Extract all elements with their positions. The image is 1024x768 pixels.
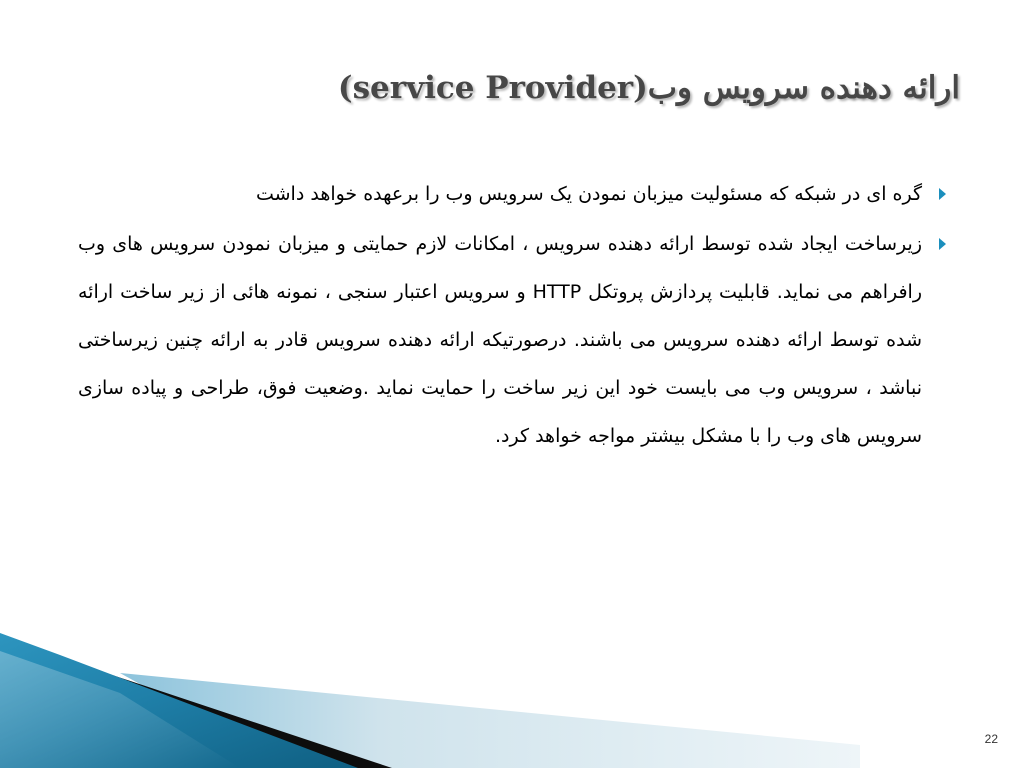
bullet-list bbox=[78, 170, 946, 462]
bullet-text: گره ای در شبکه که مسئولیت میزبان نمودن یک سرویس وب را برعهده خواهد داشت bbox=[255, 183, 922, 205]
bullet-item bbox=[78, 170, 946, 218]
page-number: 22 bbox=[984, 732, 998, 746]
bullet-item bbox=[78, 220, 946, 460]
slide-title: ارائه دهنده سرویس وب(service Provider) bbox=[337, 70, 960, 106]
triangle-bullet-icon bbox=[939, 238, 946, 250]
triangle-bullet-icon bbox=[939, 188, 946, 200]
bottom-decoration bbox=[0, 633, 860, 768]
bullet-text: زیرساخت ایجاد شده توسط ارائه دهنده سرویس ، امکانات لازم حمایتی و میزبان نمودن سرویس های وب رافراهم می نماید. قابلیت پردازش پروتکل HTTP و سرویس اعتبار سنجی ، نمونه هائی از زیر ساخت ارائه شده توسط ارائه دهنده سرویس می باشند. درصورتیکه ارائه دهنده سرویس قادر به ارائه چنین زیرساختی نباشد ، سرویس وب می بایست خود این زیر ساخت را حمایت نماید .وضعیت فوق، طراحی و پیاده سازی سرویس های وب را با مشکل بیشتر مواجه خواهد کرد. bbox=[78, 233, 922, 447]
